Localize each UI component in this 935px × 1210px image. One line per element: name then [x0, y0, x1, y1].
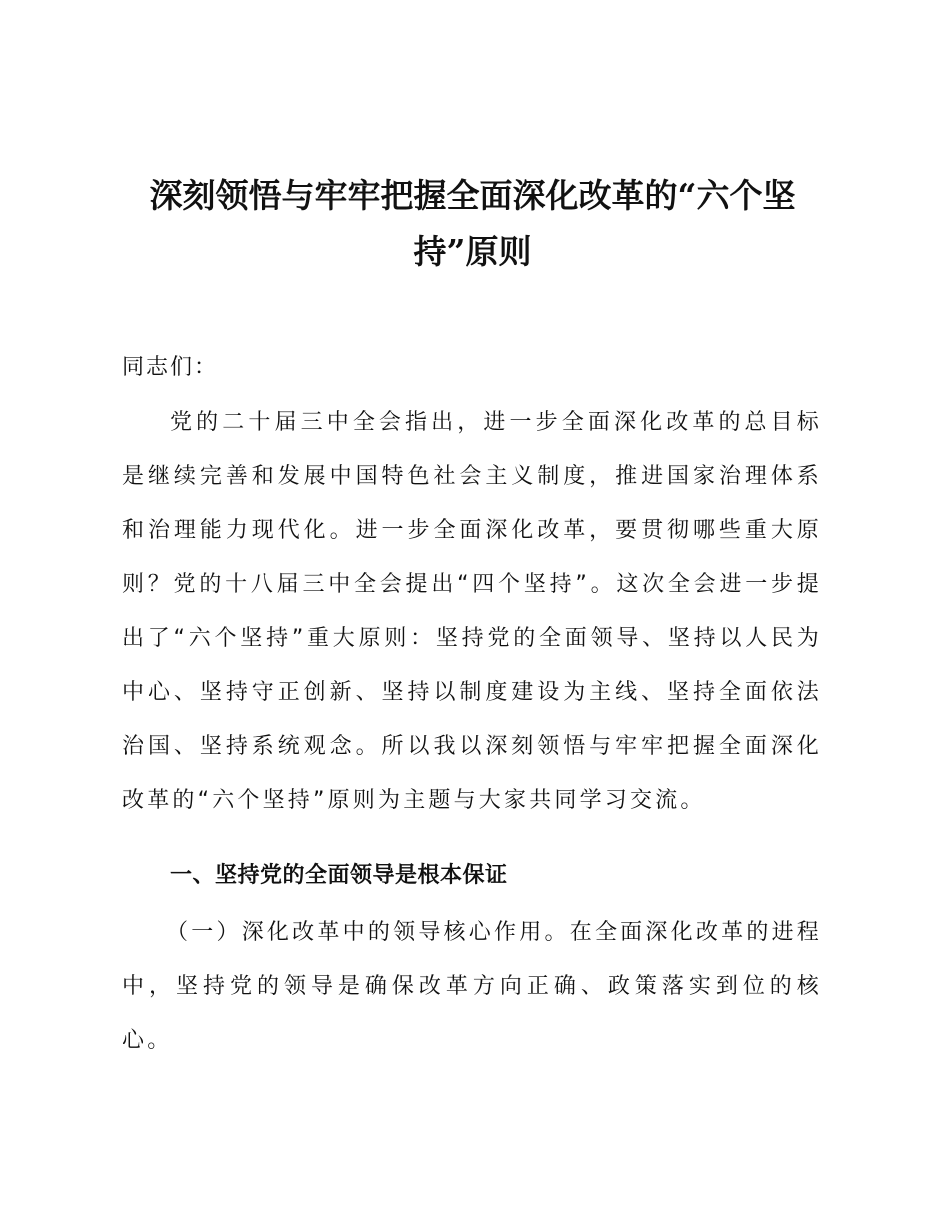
section-heading-1: 一、坚持党的全面领导是根本保证 [170, 863, 508, 888]
salutation: 同志们： [122, 355, 219, 380]
paragraph-section-1-1: （一）深化改革中的领导核心作用。在全面深化改革的进程中，坚持党的领导是确保改革方向正确、政策落实到位的核心。 [122, 920, 822, 1053]
paragraph-intro: 党的二十届三中全会指出，进一步全面深化改革的总目标是继续完善和发展中国特色社会主义制度，推进国家治理体系和治理能力现代化。进一步全面深化改革，要贯彻哪些重大原则？党的十八届三中全会提出“四个坚持”。这次全会进一步提出了“六个坚持”重大原则：坚持党的全面领导、坚持以人民为中心、坚持守正创新、坚持以制度建设为主线、坚持全面依法治国、坚持系统观念。所以我以深刻领悟与牢牢把握全面深化改革的“六个坚持”原则为主题与大家共同学习交流。 [122, 410, 822, 813]
document-title: 深刻领悟与牢牢把握全面深化改革的“六个坚持”原则 [149, 176, 796, 271]
